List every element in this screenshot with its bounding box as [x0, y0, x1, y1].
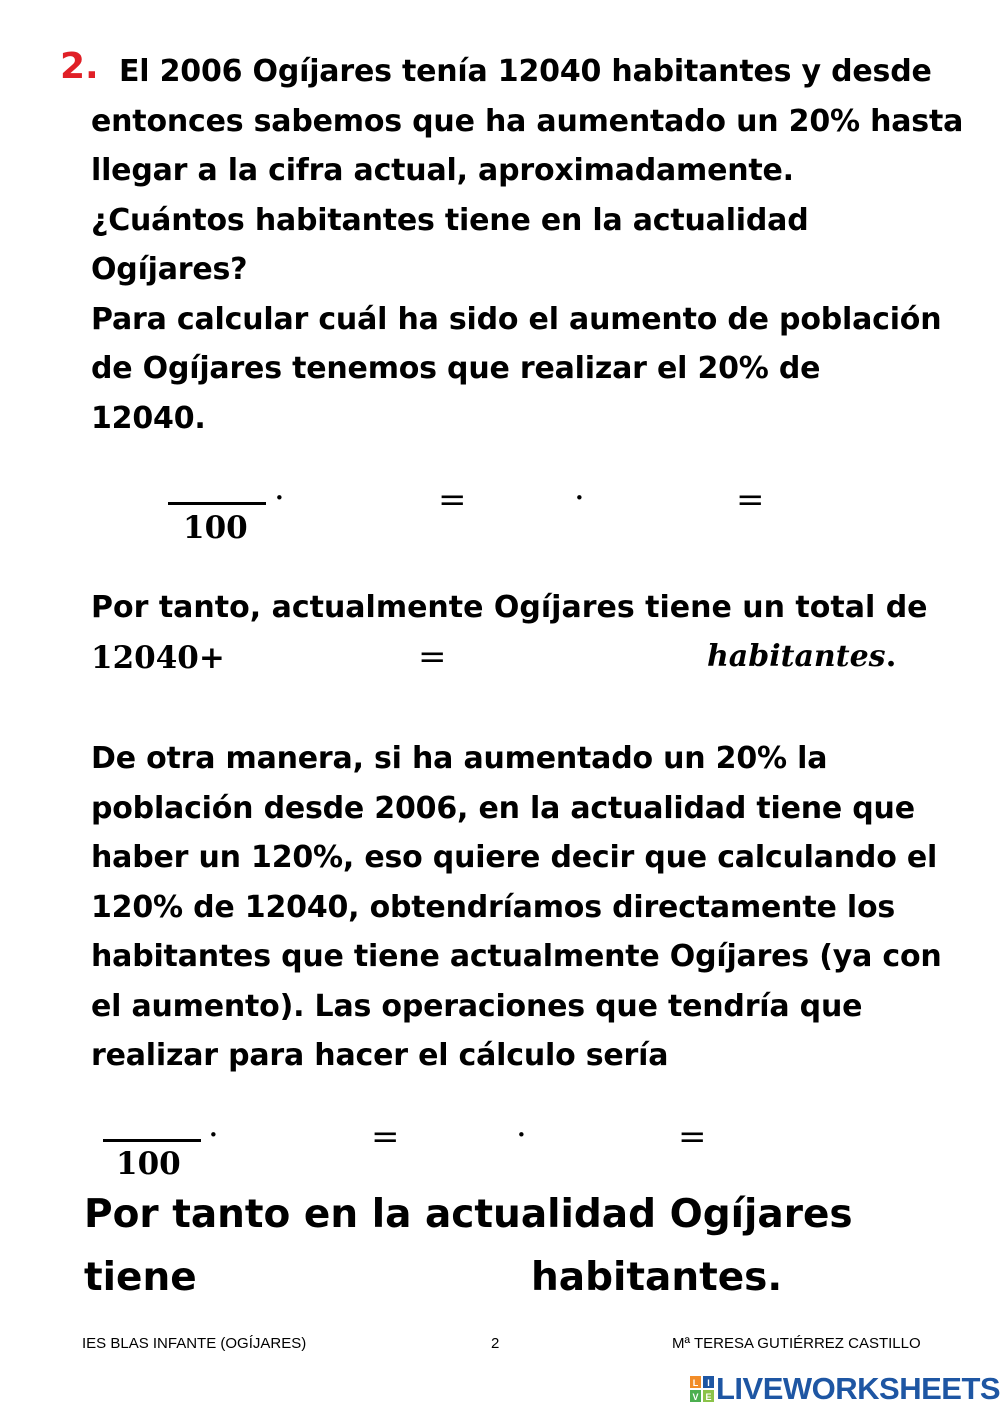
equals-sign: =	[371, 1117, 400, 1157]
footer-page-number: 2	[491, 1335, 500, 1352]
footer-school: IES BLAS INFANTE (OGÍJARES)	[82, 1335, 307, 1352]
exercise-statement	[91, 47, 963, 443]
period: .	[885, 638, 897, 674]
multiply-dot: ·	[274, 478, 285, 518]
statement-line: Ogíjares?	[91, 252, 248, 287]
statement-line: Para calcular cuál ha sido el aumento de población	[91, 301, 942, 337]
total-prefix: 12040+	[91, 640, 225, 676]
equals-sign: =	[418, 637, 447, 677]
alternative-line: 120% de 12040, obtendríamos directamente los	[91, 889, 896, 925]
equals-sign: =	[736, 480, 765, 520]
fraction-bar	[103, 1139, 201, 1142]
fraction-denominator: 100	[116, 1146, 181, 1182]
total-text: Por tanto, actualmente Ogíjares tiene un total de	[91, 590, 928, 625]
alternative-line: habitantes que tiene actualmente Ogíjares (ya con	[91, 939, 942, 974]
alternative-line: De otra manera, si ha aumentado un 20% la	[91, 741, 828, 776]
svg-text:L: L	[692, 1378, 699, 1388]
alternative-line: realizar para hacer el cálculo sería	[91, 1038, 669, 1073]
total-suffix	[707, 638, 896, 674]
multiply-dot: ·	[516, 1115, 527, 1155]
equals-sign: =	[438, 480, 467, 520]
multiply-dot: ·	[574, 478, 585, 518]
liveworksheets-icon	[690, 1376, 714, 1402]
statement-line: El 2006 Ogíjares tenía 12040 habitantes y desde	[119, 54, 932, 89]
statement-line: ¿Cuántos habitantes tiene en la actualidad	[91, 202, 809, 238]
alternative-line: el aumento). Las operaciones que tendría que	[91, 988, 863, 1024]
conclusion-line-2-end: habitantes.	[531, 1255, 783, 1300]
svg-text:E: E	[705, 1392, 712, 1402]
multiply-dot: ·	[208, 1115, 219, 1155]
alternative-paragraph	[91, 734, 942, 1081]
statement-line: 12040.	[91, 400, 206, 436]
svg-text:V: V	[692, 1392, 699, 1402]
statement-line: de Ogíjares tenemos que realizar el 20% de	[91, 351, 821, 386]
exercise-number: 2.	[60, 46, 99, 87]
conclusion-line-2-start: tiene	[84, 1255, 197, 1300]
liveworksheets-wordmark: LIVEWORKSHEETS	[716, 1371, 1000, 1406]
fraction-bar	[168, 502, 266, 505]
footer-author: Mª TERESA GUTIÉRREZ CASTILLO	[672, 1335, 921, 1352]
svg-text:I: I	[707, 1378, 710, 1388]
fraction-denominator: 100	[183, 510, 248, 546]
habitantes-label: habitantes	[707, 639, 886, 674]
alternative-line: haber un 120%, eso quiere decir que calculando el	[91, 840, 938, 875]
conclusion-line-1: Por tanto en la actualidad Ogíjares	[84, 1192, 853, 1237]
equals-sign: =	[678, 1117, 707, 1157]
alternative-line: población desde 2006, en la actualidad tiene que	[91, 790, 915, 826]
statement-line: entonces sabemos que ha aumentado un 20% hasta	[91, 103, 964, 139]
statement-line: llegar a la cifra actual, aproximadamente.	[91, 153, 794, 188]
